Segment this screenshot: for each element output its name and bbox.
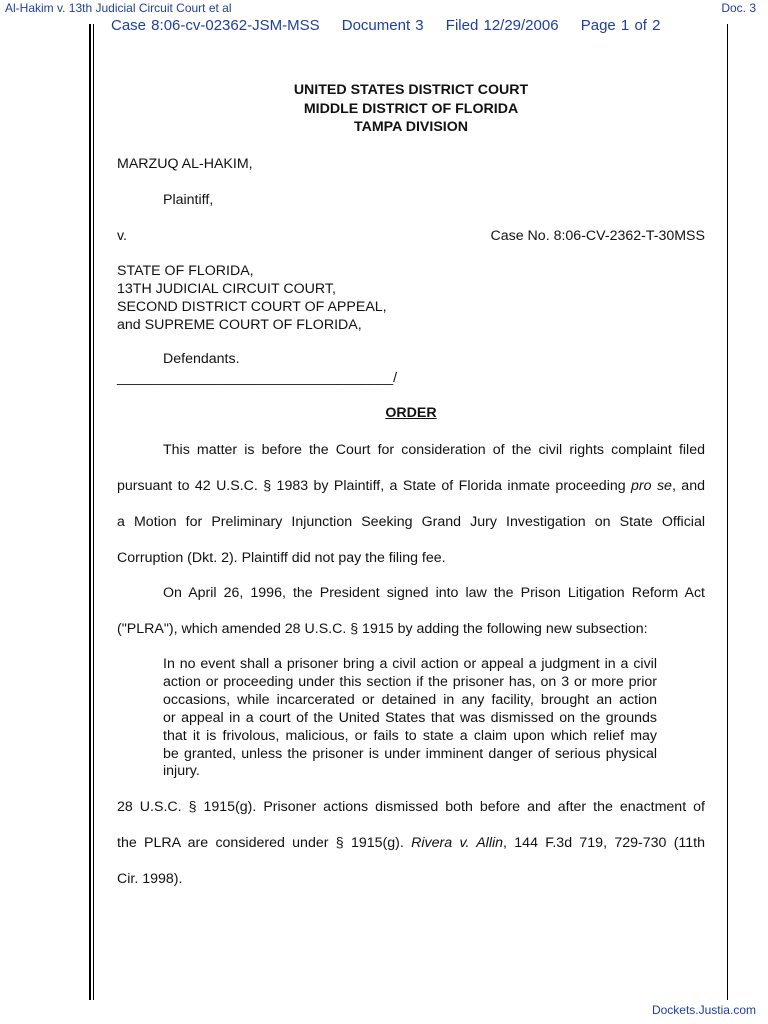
quote-line: or appeal in a court of the United States that was dismissed on the grounds (163, 709, 657, 726)
filing-header (111, 17, 677, 34)
paragraph-line: a Motion for Preliminary Injunction Seeking Grand Jury Investigation on State Official (117, 514, 705, 530)
filing-date: Filed 12/29/2006 (445, 17, 559, 34)
filing-document-number: Document 3 (341, 17, 424, 34)
versus: v. (117, 228, 127, 244)
italic-term: pro se (631, 478, 672, 494)
paragraph-3 (117, 798, 705, 906)
filing-case-number: Case 8:06-cv-02362-JSM-MSS (111, 17, 320, 34)
paragraph-line (117, 834, 705, 870)
signature-rule: ___________________________________/ (117, 370, 398, 386)
left-margin-rule-inner (93, 24, 94, 1000)
text-run: , and (671, 478, 705, 494)
right-margin-rule (727, 24, 728, 1000)
text-run: pursuant to 42 U.S.C. § 1983 by Plaintiff, a State of Florida inmate proceeding (117, 478, 632, 494)
quote-line: In no event shall a prisoner bring a civil action or appeal a judgment in a civil (163, 656, 657, 672)
defendants-list (117, 262, 387, 334)
defendant-item: and SUPREME COURT OF FLORIDA, (117, 317, 362, 333)
case-citation: Rivera v. Allin (411, 835, 504, 851)
text-run: the PLRA are considered under § 1915(g). (117, 835, 412, 851)
text-run: , 144 F.3d 719, 729-730 (11th (503, 835, 705, 851)
case-number: Case No. 8:06-CV-2362-T-30MSS (490, 228, 705, 244)
defendant-item: 13TH JUDICIAL CIRCUIT COURT, (117, 281, 336, 297)
quote-line: action or proceeding under this section if the prisoner has, on 3 or more prior (163, 673, 657, 690)
paragraph-1 (117, 441, 705, 585)
plaintiff-name: MARZUQ AL-HAKIM, (117, 156, 253, 172)
dockets-justia-link[interactable]: Dockets.Justia.com (651, 1003, 756, 1017)
paragraph-line: Cir. 1998). (117, 871, 183, 887)
quote-line: that it is frivolous, malicious, or fails to state a claim upon which relief may (163, 727, 657, 744)
paragraph-line: This matter is before the Court for consideration of the civil rights complaint filed (163, 442, 705, 458)
paragraph-line: On April 26, 1996, the President signed into law the Prison Litigation Reform Act (163, 585, 705, 601)
court-division: TAMPA DIVISION (353, 119, 469, 135)
case-title-link[interactable]: Al-Hakim v. 13th Judicial Circuit Court et al (5, 1, 232, 15)
doc-number-link[interactable]: Doc. 3 (721, 1, 756, 15)
paragraph-line: Corruption (Dkt. 2). Plaintiff did not pay the filing fee. (117, 550, 446, 566)
defendant-role: Defendants. (163, 351, 240, 367)
defendant-item: STATE OF FLORIDA, (117, 263, 254, 279)
order-title: ORDER (385, 405, 437, 421)
court-district: MIDDLE DISTRICT OF FLORIDA (303, 100, 519, 117)
defendant-item: SECOND DISTRICT COURT OF APPEAL, (117, 299, 387, 315)
paragraph-line: ("PLRA"), which amended 28 U.S.C. § 1915 by adding the following new subsection: (117, 621, 648, 637)
paragraph-2 (117, 584, 705, 656)
left-margin-rule (89, 24, 91, 1000)
plaintiff-role: Plaintiff, (163, 192, 214, 208)
quote-line: be granted, unless the prisoner is under imminent danger of serious physical (163, 745, 657, 762)
court-name: UNITED STATES DISTRICT COURT (293, 82, 529, 98)
quote-line: injury. (163, 763, 200, 780)
paragraph-line: 28 U.S.C. § 1915(g). Prisoner actions dismissed both before and after the enactment of (117, 799, 705, 815)
quote-line: occasions, while incarcerated or detained in any facility, brought an action (163, 691, 657, 708)
court-heading (117, 81, 705, 137)
paragraph-line (117, 477, 705, 513)
filing-page-count: Page 1 of 2 (580, 17, 661, 34)
statute-quote (163, 656, 657, 781)
